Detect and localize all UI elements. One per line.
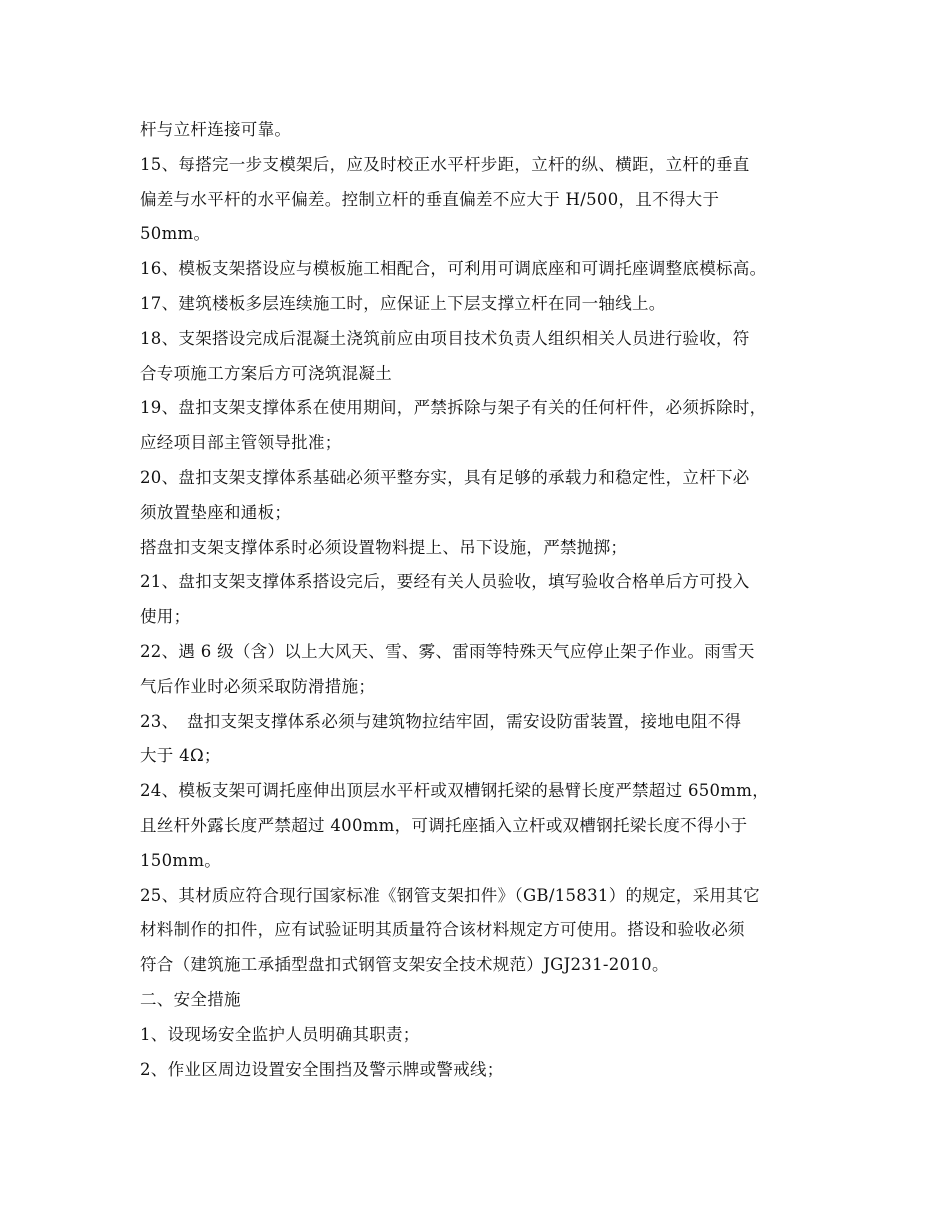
text-line: 21、盘扣支架支撑体系搭设完后，要经有关人员验收，填写验收合格单后方可投入 xyxy=(140,572,750,592)
text-line: 2、作业区周边设置安全围挡及警示牌或警戒线； xyxy=(140,1059,504,1079)
text-line: 偏差与水平杆的水平偏差。控制立杆的垂直偏差不应大于 H/500，且不得大于 xyxy=(140,189,720,209)
text-line: 搭盘扣支架支撑体系时必须设置物料提上、吊下设施，严禁抛掷； xyxy=(140,537,628,557)
text-line: 50mm。 xyxy=(140,224,211,244)
text-line: 18、支架搭设完成后混凝土浇筑前应由项目技术负责人组织相关人员进行验收，符 xyxy=(140,328,750,348)
text-line: 1、设现场安全监护人员明确其职责； xyxy=(140,1024,420,1044)
text-line: 15、每搭完一步支模架后，应及时校正水平杆步距，立杆的纵、横距，立杆的垂直 xyxy=(140,154,750,174)
text-line: 合专项施工方案后方可浇筑混凝土 xyxy=(140,363,392,383)
text-line: 25、其材质应符合现行国家标准《钢管支架扣件》（GB/15831）的规定，采用其它 xyxy=(140,885,760,905)
text-line: 17、建筑楼板多层连续施工时，应保证上下层支撑立杆在同一轴线上。 xyxy=(140,293,666,313)
text-line: 22、遇 6 级（含）以上大风天、雪、雾、雷雨等特殊天气应停止架子作业。雨雪天 xyxy=(140,641,755,661)
text-line: 大于 4Ω； xyxy=(140,746,221,766)
text-line: 符合（建筑施工承插型盘扣式钢管支架安全技术规范）JGJ231-2010。 xyxy=(140,955,669,975)
text-line: 气后作业时必须采取防滑措施； xyxy=(140,676,376,696)
text-line: 杆与立杆连接可靠。 xyxy=(140,120,292,139)
text-line: 150mm。 xyxy=(140,850,222,870)
document-body xyxy=(140,113,830,1087)
text-line: 16、模板支架搭设应与模板施工相配合，可利用可调底座和可调托座调整底模标高。 xyxy=(140,259,767,279)
text-line: 20、盘扣支架支撑体系基础必须平整夯实，具有足够的承载力和稳定性，立杆下必 xyxy=(140,467,750,487)
text-line: 23、 盘扣支架支撑体系必须与建筑物拉结牢固，需安设防雷装置，接地电阻不得 xyxy=(140,711,742,731)
text-line: 且丝杆外露长度严禁超过 400mm，可调托座插入立杆或双槽钢托梁长度不得小于 xyxy=(140,815,748,835)
text-line: 24、模板支架可调托座伸出顶层水平杆或双槽钢托梁的悬臂长度严禁超过 650mm， xyxy=(140,781,770,801)
text-line: 使用； xyxy=(140,607,191,627)
text-line: 应经项目部主管领导批准； xyxy=(140,433,342,453)
section-heading: 二、安全措施 xyxy=(140,989,241,1009)
text-line: 须放置垫座和通板； xyxy=(140,502,292,522)
text-line: 材料制作的扣件，应有试验证明其质量符合该材料规定方可使用。搭设和验收必须 xyxy=(140,920,745,940)
text-line: 19、盘扣支架支撑体系在使用期间，严禁拆除与架子有关的任何杆件，必须拆除时， xyxy=(140,398,767,418)
